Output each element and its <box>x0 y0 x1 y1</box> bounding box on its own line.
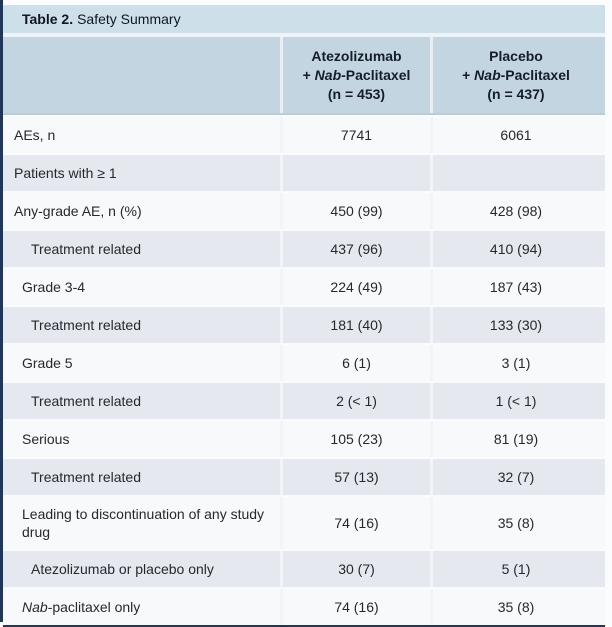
table-row <box>3 305 605 343</box>
table-number-label: Table 2. <box>22 11 74 27</box>
table-row <box>3 229 605 267</box>
value-cell: 224 (49) <box>280 269 430 305</box>
value-cell: 6 (1) <box>280 345 430 381</box>
value-cell: 74 (16) <box>280 497 430 549</box>
row-label: Any-grade AE, n (%) <box>14 203 142 219</box>
value-cell: 57 (13) <box>280 459 430 495</box>
value-cell: 81 (19) <box>430 421 599 457</box>
value-cell: 32 (7) <box>430 459 599 495</box>
table-row <box>3 381 605 419</box>
header-row <box>3 37 605 115</box>
value-cell: 30 (7) <box>280 551 430 587</box>
value-cell: 437 (96) <box>280 231 430 267</box>
row-label: Treatment related <box>31 469 141 485</box>
row-label: Treatment related <box>31 241 141 257</box>
value-cell: 5 (1) <box>430 551 599 587</box>
table-row <box>3 115 605 153</box>
row-label: Grade 5 <box>22 355 73 371</box>
row-label: Atezolizumab or placebo only <box>31 561 214 577</box>
value-cell: 6061 <box>430 117 599 153</box>
column-header <box>430 37 599 113</box>
row-label: Serious <box>22 431 70 447</box>
value-cell: 450 (99) <box>280 193 430 229</box>
column-header-line: (n = 453) <box>327 85 386 102</box>
row-label: Treatment related <box>31 317 141 333</box>
column-header-line: + Nab-Paclitaxel <box>462 66 570 83</box>
row-label: Leading to discontinuation of any study drug <box>22 506 265 540</box>
header-spacer-cell <box>3 37 280 113</box>
table-title <box>3 5 605 33</box>
column-header-line: (n = 437) <box>487 85 545 102</box>
column-header-line: Placebo <box>489 47 543 64</box>
table-row <box>3 549 605 587</box>
value-cell: 187 (43) <box>430 269 599 305</box>
value-cell: 74 (16) <box>280 589 430 625</box>
value-cell: 1 (< 1) <box>430 383 599 419</box>
table-body <box>3 115 605 625</box>
table-row <box>3 457 605 495</box>
column-header-line: + Nab-Paclitaxel <box>302 66 411 83</box>
column-header <box>280 37 430 113</box>
value-cell: 133 (30) <box>430 307 599 343</box>
row-label: Grade 3-4 <box>22 279 86 295</box>
value-cell <box>430 155 599 191</box>
column-header-line: Atezolizumab <box>311 47 402 64</box>
value-cell: 428 (98) <box>430 193 599 229</box>
value-cell: 35 (8) <box>430 589 599 625</box>
table-row <box>3 587 605 625</box>
value-cell: 7741 <box>280 117 430 153</box>
table-title-text: Safety Summary <box>77 11 181 27</box>
table-row <box>3 343 605 381</box>
table-row <box>3 267 605 305</box>
row-label: Treatment related <box>31 393 141 409</box>
safety-summary-table <box>3 5 605 627</box>
value-cell: 3 (1) <box>430 345 599 381</box>
table-row <box>3 191 605 229</box>
value-cell: 35 (8) <box>430 497 599 549</box>
value-cell: 181 (40) <box>280 307 430 343</box>
value-cell: 2 (< 1) <box>280 383 430 419</box>
value-cell: 410 (94) <box>430 231 599 267</box>
row-label: Patients with ≥ 1 <box>14 165 117 181</box>
row-label: Nab -paclitaxel only <box>22 599 141 615</box>
value-cell: 105 (23) <box>280 421 430 457</box>
table-row <box>3 495 605 549</box>
row-label: AEs, n <box>14 127 56 143</box>
value-cell <box>280 155 430 191</box>
table-row <box>3 419 605 457</box>
table-row <box>3 153 605 191</box>
